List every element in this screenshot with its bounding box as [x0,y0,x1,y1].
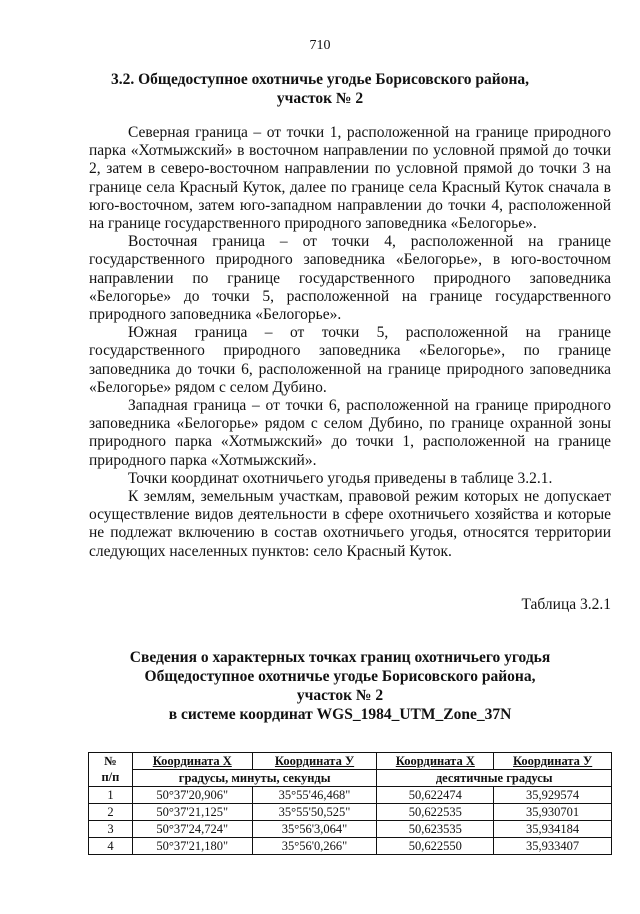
cell-x-decimal: 50,622535 [377,804,494,821]
body-text [89,124,611,561]
cell-y-dms: 35°55'50,525" [252,804,377,821]
cell-number: 3 [89,821,133,838]
page-number: 710 [309,38,331,53]
cell-x-decimal: 50,623535 [377,821,494,838]
paragraph-excluded-lands: К землям, земельным участкам, правовой режим которых не допускает осуществление видов деятельности в сфере охотничьего хозяйства и которые не подлежат включению в состав охотничьего угодья, относятся территории следующих населенных пунктов: село Красный Куток. [89,488,611,560]
header-y-dms-label: Координата У [274,753,355,768]
table-title-line-4: в системе координат WGS_1984_UTM_Zone_37N [168,706,512,723]
header-number: № [89,753,133,770]
cell-x-decimal: 50,622474 [377,787,494,804]
header-y-decimal [494,753,612,770]
cell-y-dms: 35°55'46,468" [252,787,377,804]
header-number-sub: п/п [89,770,133,787]
cell-y-decimal: 35,929574 [494,787,612,804]
table-units-row [89,770,612,787]
paragraph-north-boundary: Северная граница – от точки 1, расположенной на границе природного парка «Хотмыжский» в восточном направлении по условной прямой до точки 2, затем в северо-восточном направлении по условной прямой до точки 3 на границе села Красный Куток, далее по границе села Красный Куток сначала в юго-восточном, затем юго-западном направлении до точки 4, расположенной на границе государственного природного заповедника «Белогорье». [89,124,611,233]
paragraph-west-boundary: Западная граница – от точки 6, расположенной на границе природного заповедника «Белогорье» рядом с селом Дубино, по границе охранной зоны природного парка «Хотмыжский» до точки 1, расположенной на границе природного парка «Хотмыжский». [89,397,611,469]
table-label: Таблица 3.2.1 [521,596,611,613]
cell-x-dms: 50°37'24,724" [132,821,252,838]
section-heading [60,70,580,108]
table-row [89,804,612,821]
cell-number: 1 [89,787,133,804]
cell-number: 2 [89,804,133,821]
header-x-decimal [377,753,494,770]
units-dms: градусы, минуты, секунды [132,770,377,787]
cell-x-decimal: 50,622550 [377,838,494,855]
table-row [89,821,612,838]
header-x-decimal-label: Координата X [395,753,475,768]
header-x-dms-label: Координата X [152,753,232,768]
header-y-decimal-label: Координата У [512,753,593,768]
cell-y-dms: 35°56'0,266" [252,838,377,855]
paragraph-east-boundary: Восточная граница – от точки 4, расположенной на границе государственного природного заповедника «Белогорье», в юго-восточном направлении по границе государственного природного заповедника «Белогорье» до точки 5, расположенной на границе государственного природного заповедника «Белогорье». [89,233,611,324]
section-heading-line-2: участок № 2 [276,90,364,107]
table-title-line-3: участок № 2 [296,687,384,704]
cell-y-decimal: 35,930701 [494,804,612,821]
paragraph-table-reference: Точки координат охотничьего угодья приведены в таблице 3.2.1. [128,469,553,487]
coordinates-table [88,752,612,855]
cell-x-dms: 50°37'20,906" [132,787,252,804]
header-y-dms [252,753,377,770]
cell-x-dms: 50°37'21,180" [132,838,252,855]
cell-x-dms: 50°37'21,125" [132,804,252,821]
cell-y-decimal: 35,934184 [494,821,612,838]
units-decimal: десятичные градусы [377,770,612,787]
cell-number: 4 [89,838,133,855]
cell-y-dms: 35°56'3,064" [252,821,377,838]
table-title-line-1: Сведения о характерных точках границ охотничьего угодья [129,649,551,666]
paragraph-south-boundary: Южная граница – от точки 5, расположенной на границе государственного природного заповедника «Белогорье», по границе заповедника до точки 6, расположенной на границе природного заповедника «Белогорье» рядом с селом Дубино. [89,324,611,396]
section-heading-line-1: 3.2. Общедоступное охотничье угодье Борисовского района, [110,71,529,88]
table-header-row [89,753,612,770]
table-title-line-2: Общедоступное охотничье угодье Борисовского района, [144,668,536,685]
table-row [89,787,612,804]
cell-y-decimal: 35,933407 [494,838,612,855]
table-title [60,648,620,724]
table-row [89,838,612,855]
header-x-dms [132,753,252,770]
